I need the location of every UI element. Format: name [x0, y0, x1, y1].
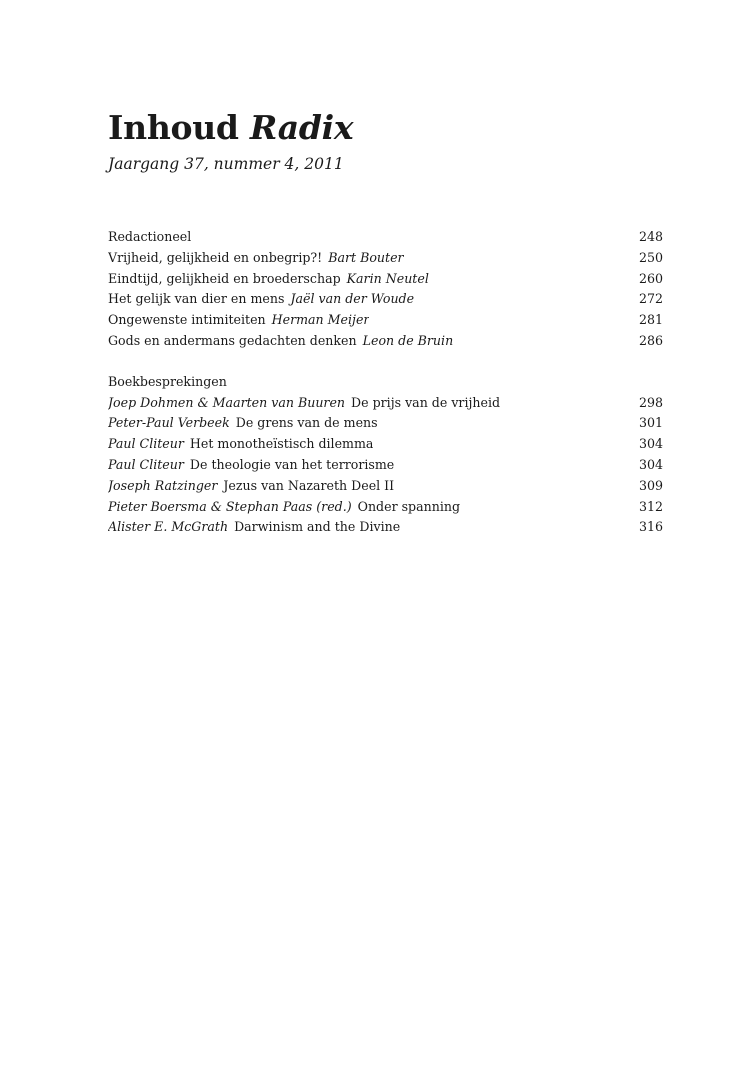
entry-title: Het gelijk van dier en mens	[108, 291, 285, 307]
review-page-number: 301	[638, 415, 663, 431]
reviews-section	[108, 372, 663, 538]
entry-title: Gods en andermans gedachten denken	[108, 332, 357, 348]
review-page-number: 304	[638, 456, 663, 472]
toc-entry[interactable]	[108, 269, 663, 290]
review-entry[interactable]	[108, 517, 663, 538]
review-author: Joseph Ratzinger	[108, 477, 218, 493]
reviews-heading: Boekbesprekingen	[108, 373, 227, 389]
toc-entry[interactable]	[108, 289, 663, 310]
review-page-number: 304	[638, 436, 663, 452]
toc-entry[interactable]	[108, 331, 663, 352]
review-entry[interactable]	[108, 393, 663, 414]
toc-entry-redactioneel[interactable]	[108, 227, 663, 248]
review-entry[interactable]	[108, 455, 663, 476]
entry-author: Bart Bouter	[328, 249, 404, 265]
review-entry[interactable]	[108, 413, 663, 434]
review-title: Darwinism and the Divine	[234, 519, 401, 535]
entry-page-number: 250	[638, 249, 663, 265]
review-author: Joep Dohmen & Maarten van Buuren	[108, 394, 346, 410]
review-author: Paul Cliteur	[108, 436, 184, 452]
entry-title: Eindtijd, gelijkheid en broederschap	[108, 270, 341, 286]
review-title: Jezus van Nazareth Deel II	[223, 477, 395, 493]
entry-author: Leon de Bruin	[362, 332, 454, 348]
page-title	[108, 106, 663, 150]
review-title: De theologie van het terrorisme	[189, 456, 395, 472]
entry-page-number: 281	[638, 312, 663, 328]
entry-title: Ongewenste intimiteiten	[108, 312, 266, 328]
review-page-number: 316	[638, 519, 663, 535]
review-title: Onder spanning	[357, 498, 461, 514]
entry-title: Vrijheid, gelijkheid en onbegrip?!	[108, 249, 323, 265]
entry-author: Karin Neutel	[346, 270, 429, 286]
toc-entry[interactable]	[108, 248, 663, 269]
entry-author: Jaël van der Woude	[290, 291, 415, 307]
review-author: Peter-Paul Verbeek	[108, 415, 230, 431]
entry-title: Redactioneel	[108, 229, 192, 244]
review-page-number: 298	[638, 394, 663, 410]
review-entry[interactable]	[108, 434, 663, 455]
toc-entry[interactable]	[108, 310, 663, 331]
entry-page-number: 248	[638, 229, 663, 244]
review-page-number: 309	[638, 477, 663, 493]
entry-author: Herman Meijer	[271, 312, 370, 328]
review-title: De grens van de mens	[235, 415, 378, 431]
entry-page-number: 272	[638, 291, 663, 307]
review-title: Het monotheïstisch dilemma	[189, 436, 374, 452]
title-journal-name: Radix	[249, 108, 354, 147]
entry-page-number: 260	[638, 270, 663, 286]
review-author: Paul Cliteur	[108, 456, 184, 472]
table-of-contents	[108, 227, 663, 538]
review-title: De prijs van de vrijheid	[351, 394, 501, 410]
issue-subtitle: Jaargang 37, nummer 4, 2011	[108, 155, 344, 173]
review-entry[interactable]	[108, 497, 663, 518]
entry-page-number: 286	[638, 332, 663, 348]
articles-section	[108, 227, 663, 352]
contents-page	[108, 106, 663, 558]
review-author: Pieter Boersma & Stephan Paas (red.)	[108, 498, 352, 514]
title-main: Inhoud	[108, 108, 239, 147]
review-entry[interactable]	[108, 476, 663, 497]
review-page-number: 312	[638, 498, 663, 514]
review-author: Alister E. McGrath	[108, 519, 229, 535]
